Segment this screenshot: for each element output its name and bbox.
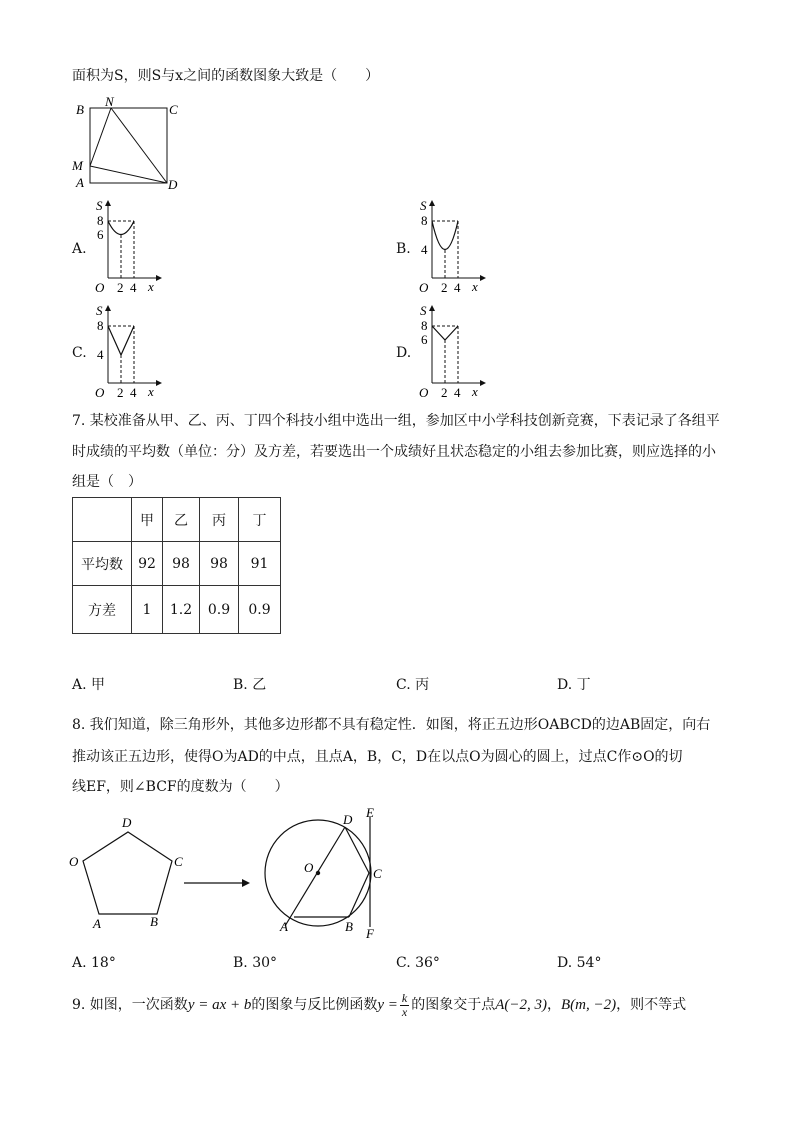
label-C: C <box>169 102 178 117</box>
option-c-graph[interactable] <box>86 303 166 403</box>
q9-line-1: 9. 如图，一次函数 y = ax + b 的图象与反比例函数 y = $\frac{k}{x}$ 的图象交于点 A(−2, 3) ， B(m, −2) ，则不等式 <box>72 990 687 1019</box>
q7-line-1: 7. 某校准备从甲、乙、丙、丁四个科技小组中选出一组，参加区中小学科技创新竞赛，下表记录了各组平 <box>72 413 720 429</box>
svg-text:2: 2 <box>117 280 124 295</box>
svg-text:S: S <box>420 198 427 213</box>
svg-text:S: S <box>420 303 427 318</box>
svg-text:O: O <box>95 280 105 295</box>
q7-choice-b[interactable]: B. 乙 <box>233 677 267 693</box>
svg-text:S: S <box>96 303 103 318</box>
option-b-graph[interactable] <box>410 198 490 298</box>
svg-text:8: 8 <box>421 318 428 333</box>
svg-text:C: C <box>174 854 183 869</box>
svg-text:2: 2 <box>441 385 448 400</box>
q8-choice-c[interactable]: C. 36° <box>396 955 440 971</box>
svg-text:4: 4 <box>97 347 104 362</box>
svg-text:D: D <box>343 812 353 827</box>
svg-text:6: 6 <box>97 227 104 242</box>
q8-choice-b[interactable]: B. 30° <box>233 955 278 971</box>
svg-text:6: 6 <box>421 332 428 347</box>
svg-text:2: 2 <box>117 385 124 400</box>
q8-line-2: 推动该正五边形，使得O为AD的中点，且点A，B，C，D在以点O为圆心的圆上，过点C作⊙O的切 <box>72 749 683 765</box>
q8-choice-d[interactable]: D. 54° <box>557 955 602 971</box>
svg-text:4: 4 <box>454 280 461 295</box>
q7-choice-a[interactable]: A. 甲 <box>72 677 106 693</box>
q7-choice-d[interactable]: D. 丁 <box>557 677 591 693</box>
svg-text:O: O <box>69 854 79 869</box>
option-d-graph[interactable] <box>410 303 490 403</box>
svg-text:C: C <box>373 866 382 881</box>
option-a-label[interactable]: A. <box>72 241 87 257</box>
q6-square-figure <box>70 92 180 192</box>
option-c-label[interactable]: C. <box>72 345 87 361</box>
svg-text:S: S <box>96 198 103 213</box>
label-M: M <box>72 158 83 173</box>
q7-score-table <box>72 497 281 634</box>
svg-text:E: E <box>366 805 374 820</box>
q7-line-2: 时成绩的平均数（单位：分）及方差，若要选出一个成绩好且状态稳定的小组去参加比赛，则应选择的小 <box>72 444 716 460</box>
option-d-label[interactable]: D. <box>396 345 412 361</box>
q8-choice-a[interactable]: A. 18° <box>72 955 116 971</box>
svg-text:2: 2 <box>441 280 448 295</box>
option-a-graph[interactable] <box>86 198 166 298</box>
svg-text:4: 4 <box>421 242 428 257</box>
svg-text:O: O <box>95 385 105 400</box>
svg-text:x: x <box>472 279 478 294</box>
svg-text:x: x <box>148 279 154 294</box>
svg-text:F: F <box>366 926 374 941</box>
table-row: 方差 1 1.2 0.9 0.9 <box>73 586 281 634</box>
q6-stem: 面积为S，则S与x之间的函数图象大致是（ ） <box>72 68 380 84</box>
fraction: $\frac{k}{x}$ <box>401 990 408 1019</box>
svg-text:O: O <box>304 860 314 875</box>
option-b-label[interactable]: B. <box>396 241 411 257</box>
svg-text:8: 8 <box>97 213 104 228</box>
q7-choice-c[interactable]: C. 丙 <box>396 677 430 693</box>
svg-text:B: B <box>150 914 158 929</box>
svg-text:A: A <box>280 919 288 934</box>
svg-text:A: A <box>93 916 101 931</box>
label-D: D <box>168 177 178 192</box>
q8-line-1: 8. 我们知道，除三角形外，其他多边形都不具有稳定性．如图，将正五边形OABCD的边AB固定，向右 <box>72 717 711 733</box>
label-N: N <box>105 94 114 109</box>
svg-text:8: 8 <box>421 213 428 228</box>
svg-text:D: D <box>122 815 132 830</box>
q7-line-3: 组是（ ） <box>72 474 142 490</box>
label-A: A <box>76 175 84 190</box>
q8-circle-figure <box>255 805 395 945</box>
svg-text:O: O <box>419 385 429 400</box>
svg-text:4: 4 <box>130 280 137 295</box>
label-B: B <box>76 102 84 117</box>
svg-text:x: x <box>472 384 478 399</box>
svg-text:O: O <box>419 280 429 295</box>
svg-text:B: B <box>345 919 353 934</box>
svg-text:8: 8 <box>97 318 104 333</box>
table-row: 平均数 92 98 98 91 <box>73 542 281 586</box>
svg-text:x: x <box>148 384 154 399</box>
q8-line-3: 线EF，则∠BCF的度数为（ ） <box>72 779 289 795</box>
svg-text:4: 4 <box>454 385 461 400</box>
svg-text:4: 4 <box>130 385 137 400</box>
table-row: 甲 乙 丙 丁 <box>73 498 281 542</box>
